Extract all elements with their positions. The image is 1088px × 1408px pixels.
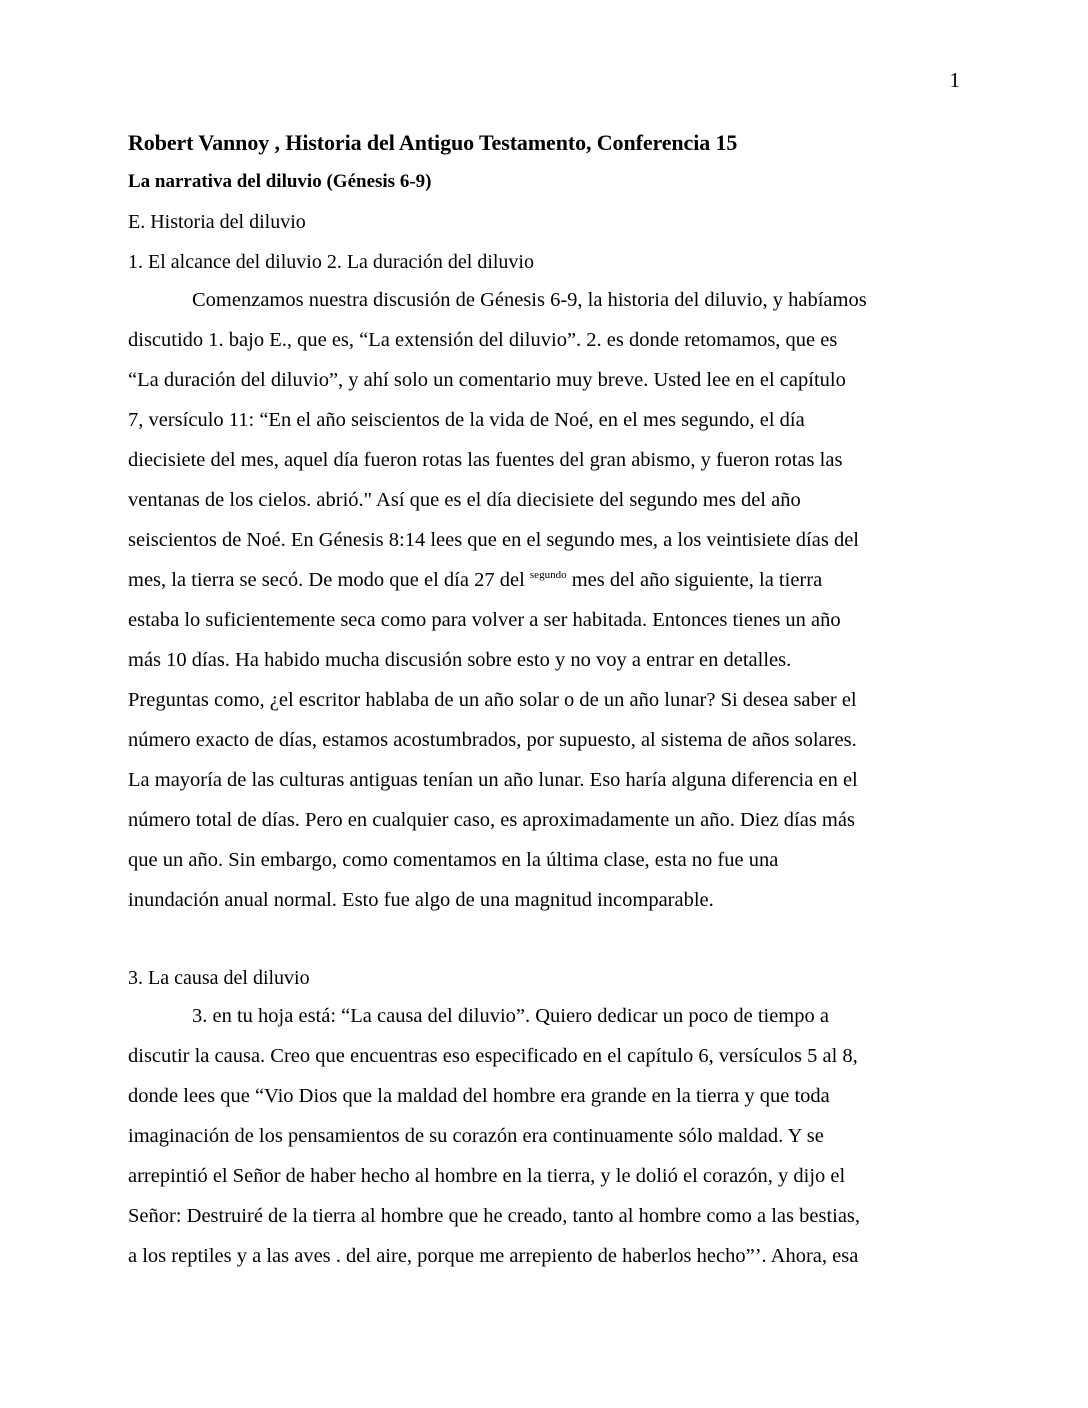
paragraph-line: donde lees que “Vio Dios que la maldad del hombre era grande en la tierra y que toda [128, 1085, 830, 1107]
paragraph-line: diecisiete del mes, aquel día fueron rotas las fuentes del gran abismo, y fueron rotas las [128, 449, 843, 471]
paragraph-line: inundación anual normal. Esto fue algo de una magnitud incomparable. [128, 889, 714, 911]
page-number: 1 [949, 68, 960, 92]
paragraph-line: seiscientos de Noé. En Génesis 8:14 lees que en el segundo mes, a los veintisiete días del [128, 529, 859, 551]
paragraph-line: discutido 1. bajo E., que es, “La extensión del diluvio”. 2. es donde retomamos, que es [128, 329, 838, 351]
paragraph-line: imaginación de los pensamientos de su corazón era continuamente sólo maldad. Y se [128, 1125, 824, 1147]
superscript-text: segundo [529, 569, 567, 581]
paragraph-line: 7, versículo 11: “En el año seiscientos de la vida de Noé, en el mes segundo, el día [128, 409, 805, 431]
paragraph-line: La mayoría de las culturas antiguas tenían un año lunar. Eso haría alguna diferencia en el [128, 769, 858, 791]
section-heading-e: E. Historia del diluvio [128, 211, 306, 233]
paragraph-line: “La duración del diluvio”, y ahí solo un comentario muy breve. Usted lee en el capítulo [128, 369, 846, 391]
line-text: mes, la tierra se secó. De modo que el día 27 del [128, 569, 530, 591]
paragraph-line: discutir la causa. Creo que encuentras eso especificado en el capítulo 6, versículos 5 al 8, [128, 1045, 858, 1067]
paragraph-line: Señor: Destruiré de la tierra al hombre que he creado, tanto al hombre como a las bestias, [128, 1205, 861, 1227]
section-heading-3: 3. La causa del diluvio [128, 967, 310, 989]
paragraph-line: Comenzamos nuestra discusión de Génesis 6-9, la historia del diluvio, y habíamos [192, 289, 867, 311]
subsection-heading-1-2: 1. El alcance del diluvio 2. La duración del diluvio [128, 251, 534, 273]
paragraph-line: número total de días. Pero en cualquier caso, es aproximadamente un año. Diez días más [128, 809, 855, 831]
paragraph-line: que un año. Sin embargo, como comentamos en la última clase, esta no fue una [128, 849, 779, 871]
line-text: mes del año siguiente, la tierra [566, 569, 823, 591]
paragraph-line: número exacto de días, estamos acostumbrados, por supuesto, al sistema de años solares. [128, 729, 857, 751]
paragraph-line: ventanas de los cielos. abrió." Así que es el día diecisiete del segundo mes del año [128, 489, 801, 511]
document-subtitle: La narrativa del diluvio (Génesis 6-9) [128, 171, 432, 192]
paragraph-line: 3. en tu hoja está: “La causa del diluvio”. Quiero dedicar un poco de tiempo a [192, 1005, 829, 1027]
paragraph-line: arrepintió el Señor de haber hecho al hombre en la tierra, y le dolió el corazón, y dijo el [128, 1165, 846, 1187]
paragraph-cause [128, 996, 960, 1276]
paragraph-line: Preguntas como, ¿el escritor hablaba de un año solar o de un año lunar? Si desea saber el [128, 689, 857, 711]
paragraph-line: a los reptiles y a las aves . del aire, porque me arrepiento de haberlos hecho”’. Ahora, esa [128, 1245, 859, 1267]
document-content [128, 128, 960, 1276]
document-title: Robert Vannoy , Historia del Antiguo Testamento, Conferencia 15 [128, 130, 738, 155]
paragraph-line: más 10 días. Ha habido mucha discusión sobre esto y no voy a entrar en detalles. [128, 649, 792, 671]
paragraph-line: estaba lo suficientemente seca como para volver a ser habitada. Entonces tienes un año [128, 609, 841, 631]
paragraph-duration [128, 280, 960, 920]
paragraph-line [128, 560, 960, 600]
